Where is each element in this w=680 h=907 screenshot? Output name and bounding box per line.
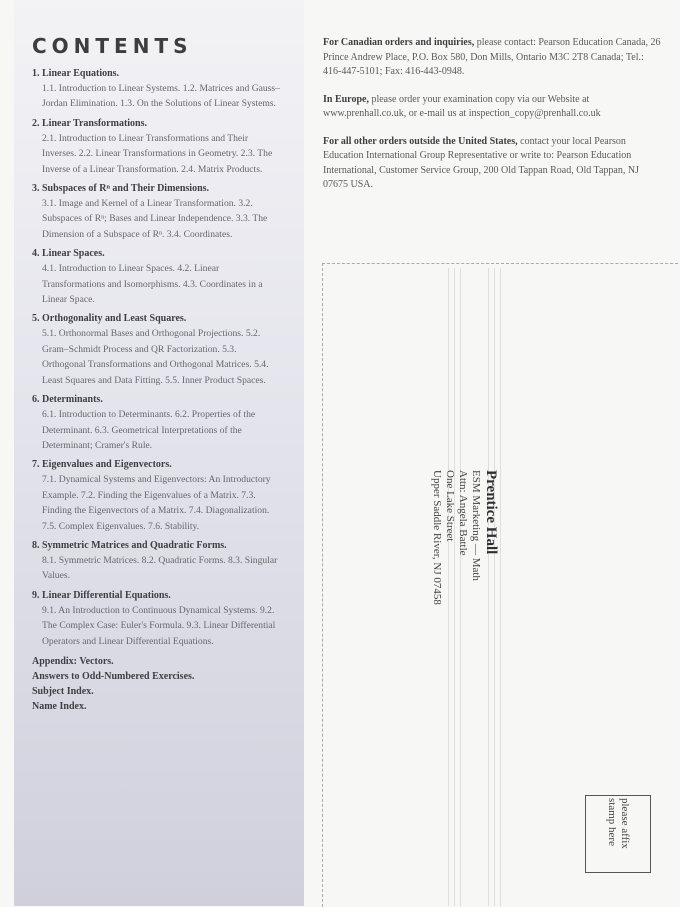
chapter-4 (32, 247, 280, 307)
chapter-sections: 8.1. Symmetric Matrices. 8.2. Quadratic Forms. 8.3. Singular Values. (42, 554, 278, 582)
contents-title: CONTENTS (32, 34, 193, 58)
chapter-sections: 3.1. Image and Kernel of a Linear Transformation. 3.2. Subspaces of Rⁿ; Bases and Linear Independence. 3.3. The Dimension of a Subspace of Rⁿ. 3.4. Coordinates. (42, 198, 268, 240)
chapter-6 (32, 393, 280, 453)
chapter-2 (32, 117, 280, 177)
chapter-sections: 9.1. An Introduction to Continuous Dynamical Systems. 9.2. The Complex Case: Euler's Formula. 9.3. Linear Differential Operators and Linear Differential Equations. (42, 604, 276, 647)
appendix-vectors: Appendix: Vectors. (32, 655, 114, 667)
europe-details: please order your examination copy via our Website at www.prenhall.co.uk, or e-mail us at inspection_copy@prenhall.co.uk (323, 93, 601, 119)
chapter-title: 2. Linear Transformations. (32, 117, 148, 129)
chapter-title: 8. Symmetric Matrices and Quadratic Forms. (32, 539, 227, 551)
chapter-1 (32, 67, 280, 112)
stamp-instructions (605, 798, 631, 849)
chapter-title: 4. Linear Spaces. (32, 248, 105, 260)
other-details: contact your local Pearson Education International Group Representative or write to: Pearson Education International, Customer Service Group, 200 Old Tappan Road, Old Tappan, NJ 07675 USA. (323, 135, 639, 190)
chapter-sections: 6.1. Introduction to Determinants. 6.2. Properties of the Determinant. 6.3. Geometrical Interpretations of the Determinant; Cramer's Rule. (42, 409, 256, 451)
ordering-info (323, 36, 663, 206)
chapter-9 (32, 589, 280, 649)
chapter-sections: 4.1. Introduction to Linear Spaces. 4.2. Linear Transformations and Isomorphisms. 4.3. Coordinates in a Linear Space. (42, 263, 263, 306)
mailing-address (430, 470, 500, 605)
address-line: Upper Saddle River, NJ 07458 (431, 470, 443, 605)
chapter-sections: 1.1. Introduction to Linear Systems. 1.2. Matrices and Gauss–Jordan Elimination. 1.3. On the Solutions of Linear Systems. (42, 83, 280, 110)
chapter-title: 5. Orthogonality and Least Squares. (32, 313, 187, 325)
canada-heading: For Canadian orders and inquiries, (323, 37, 475, 48)
other-heading: For all other orders outside the United States, (323, 135, 518, 147)
canada-orders (323, 36, 663, 80)
chapter-sections: 7.1. Dynamical Systems and Eigenvectors: An Introductory Example. 7.2. Finding the Eigenvalues of a Matrix. 7.3. Finding the Eigenvectors of a Matrix. 7.4. Diagonalization. 7.5. Complex Eigenvalues. 7.6. Stability. (42, 474, 271, 532)
chapter-title: 1. Linear Equations. (32, 68, 120, 79)
address-line: Attn: Angela Battle (457, 470, 469, 556)
company-name: Prentice Hall (483, 470, 499, 555)
answers-odd-exercises: Answers to Odd-Numbered Exercises. (32, 670, 195, 682)
europe-heading: In Europe, (323, 93, 369, 105)
stamp-text-line: please affix (619, 798, 631, 849)
stamp-text-line: stamp here (606, 798, 618, 846)
chapter-7 (32, 458, 280, 534)
canada-details: please contact: Pearson Education Canada, 26 Prince Andrew Place, P.O. Box 580, Don Mills, Ontario M3C 2T8 Canada; Tel.: 416-447-5101; Fax: 416-443-0948. (323, 37, 661, 77)
chapter-title: 9. Linear Differential Equations. (32, 589, 171, 601)
subject-index: Subject Index. (32, 685, 94, 697)
table-of-contents (32, 67, 280, 714)
chapter-5 (32, 312, 280, 388)
address-line: ESM Marketing — Math (470, 470, 482, 581)
chapter-sections: 5.1. Orthonormal Bases and Orthogonal Projections. 5.2. Gram–Schmidt Process and QR Factorization. 5.3. Orthogonal Transformations and Orthogonal Matrices. 5.4. Least Squares and Data Fitting. 5.5. Inner Product Spaces. (42, 328, 269, 386)
chapter-3 (32, 182, 280, 242)
address-line: One Lake Street (444, 470, 456, 542)
chapter-8 (32, 539, 280, 584)
chapter-sections: 2.1. Introduction to Linear Transformations and Their Inverses. 2.2. Linear Transformations in Geometry. 2.3. The Inverse of a Linear Transformation. 2.4. Matrix Products. (42, 132, 273, 175)
chapter-title: 7. Eigenvalues and Eigenvectors. (32, 459, 172, 471)
chapter-title: 6. Determinants. (32, 394, 103, 406)
name-index: Name Index. (32, 700, 87, 712)
chapter-title: 3. Subspaces of Rⁿ and Their Dimensions. (32, 183, 210, 195)
europe-orders (323, 93, 663, 122)
other-orders (323, 135, 663, 193)
